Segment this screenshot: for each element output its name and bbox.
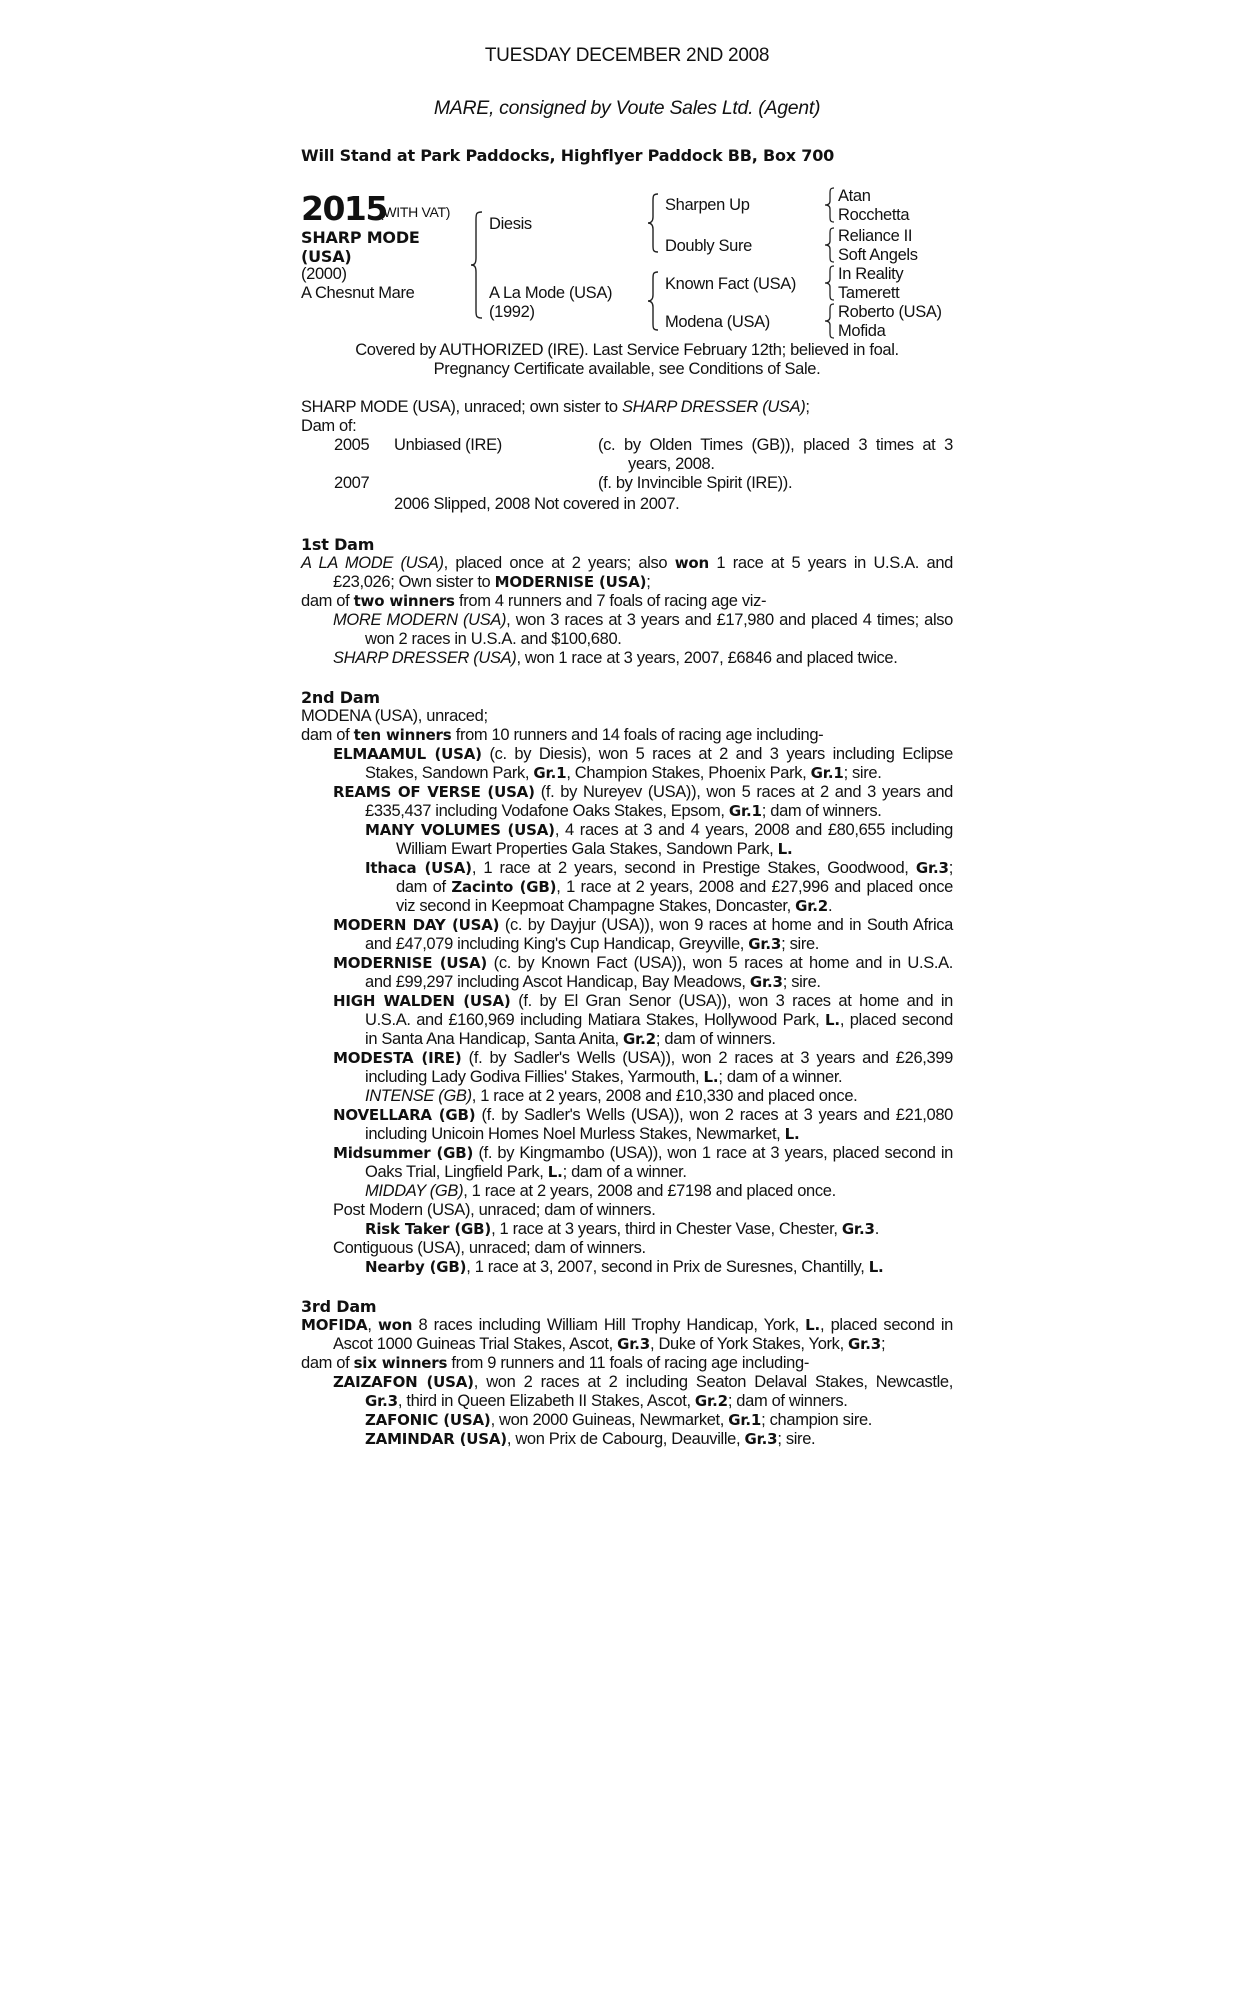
third-dam-line: Gr.3, third in Queen Elizabeth II Stakes, Ascot, Gr.2; dam of winners. — [365, 1392, 848, 1410]
second-dam-line: MANY VOLUMES (USA), 4 races at 3 and 4 years, 2008 and £80,655 including — [365, 821, 953, 839]
second-dam-line: NOVELLARA (GB) (f. by Sadler's Wells (USA)), won 2 races at 3 years and £21,080 — [333, 1106, 953, 1124]
pedigree-brace-3 — [646, 270, 662, 332]
second-dam-line: £335,437 including Vodafone Oaks Stakes, Epsom, Gr.1; dam of winners. — [365, 802, 882, 820]
third-dam-line: ZAMINDAR (USA), won Prix de Cabourg, Deauville, Gr.3; sire. — [365, 1430, 816, 1448]
pedigree-brace-2 — [646, 192, 662, 254]
third-dam-line: ZAFONIC (USA), won 2000 Guineas, Newmarket, Gr.1; champion sire. — [365, 1411, 873, 1429]
produce-detail: (c. by Olden Times (GB)), placed 3 times at 3 — [598, 436, 953, 454]
second-dam-line: MODESTA (IRE) (f. by Sadler's Wells (USA)), won 2 races at 3 years and £26,399 — [333, 1049, 953, 1067]
first-dam-heading: 1st Dam — [301, 535, 375, 554]
second-dam-line: MODERN DAY (USA) (c. by Dayjur (USA)), won 9 races at home and in South Africa — [333, 916, 953, 934]
second-dam-line: in Santa Ana Handicap, Santa Anita, Gr.2; dam of winners. — [365, 1030, 776, 1048]
second-dam-line: MODENA (USA), unraced; — [301, 707, 488, 725]
produce-year: 2007 — [334, 474, 370, 492]
pedigree-sire: Diesis — [489, 215, 532, 233]
second-dam-line: MODERNISE (USA) (c. by Known Fact (USA)), won 5 races at home and in U.S.A. — [333, 954, 954, 972]
second-dam-line: Midsummer (GB) (f. by Kingmambo (USA)), won 1 race at 3 years, placed second in — [333, 1144, 953, 1162]
horse-country: (USA) — [301, 247, 352, 266]
pedigree-g6: Tamerett — [838, 284, 900, 302]
produce-detail: (f. by Invincible Spirit (IRE)). — [598, 474, 793, 492]
second-dam-line: dam of ten winners from 10 runners and 14 foals of racing age including- — [301, 726, 824, 744]
third-dam-line: ZAIZAFON (USA), won 2 races at 2 including Seaton Delaval Stakes, Newcastle, — [333, 1373, 953, 1391]
produce-name: Unbiased (IRE) — [394, 436, 502, 454]
second-dam-line: ELMAAMUL (USA) (c. by Diesis), won 5 races at 2 and 3 years including Eclipse — [333, 745, 953, 763]
produce-intro: SHARP MODE (USA), unraced; own sister to SHARP DRESSER (USA); — [301, 398, 810, 416]
third-dam-line: Ascot 1000 Guineas Trial Stakes, Ascot, Gr.3, Duke of York Stakes, York, Gr.3; — [333, 1335, 886, 1353]
second-dam-line: Post Modern (USA), unraced; dam of winners. — [333, 1201, 656, 1219]
pedigree-brace-6 — [823, 264, 837, 302]
horse-name: SHARP MODE — [301, 228, 420, 247]
second-dam-line: viz second in Keepmoat Champagne Stakes, Doncaster, Gr.2. — [396, 897, 833, 915]
second-dam-line: and £99,297 including Ascot Handicap, Bay Meadows, Gr.3; sire. — [365, 973, 821, 991]
dam-of-label: Dam of: — [301, 417, 357, 435]
third-dam-line: MOFIDA, won 8 races including William Hill Trophy Handicap, York, L., placed second in — [301, 1316, 953, 1334]
second-dam-line: dam of Zacinto (GB), 1 race at 2 years, 2008 and £27,996 and placed once — [396, 878, 953, 896]
horse-year: (2000) — [301, 265, 347, 283]
pedigree-dam-sire: Known Fact (USA) — [665, 275, 797, 293]
pedigree-dam: A La Mode (USA) — [489, 284, 613, 302]
second-dam-line: Stakes, Sandown Park, Gr.1, Champion Stakes, Phoenix Park, Gr.1; sire. — [365, 764, 882, 782]
pedigree-brace-5 — [823, 226, 837, 264]
second-dam-heading: 2nd Dam — [301, 688, 380, 707]
second-dam-line: including Lady Godiva Fillies' Stakes, Yarmouth, L.; dam of a winner. — [365, 1068, 843, 1086]
first-dam-line: £23,026; Own sister to MODERNISE (USA); — [333, 573, 651, 591]
second-dam-line: INTENSE (GB), 1 race at 2 years, 2008 and £10,330 and placed once. — [365, 1087, 858, 1105]
second-dam-line: including Unicoin Homes Noel Murless Stakes, Newmarket, L. — [365, 1125, 800, 1143]
pedigree-g2: Rocchetta — [838, 206, 910, 224]
second-dam-line: U.S.A. and £160,969 including Matiara Stakes, Hollywood Park, L., placed second — [365, 1011, 953, 1029]
second-dam-line: Ithaca (USA), 1 race at 2 years, second in Prestige Stakes, Goodwood, Gr.3; — [365, 859, 953, 877]
second-dam-line: Contiguous (USA), unraced; dam of winners. — [333, 1239, 646, 1257]
produce-year: 2005 — [334, 436, 370, 454]
pedigree-dam-dam: Modena (USA) — [665, 313, 770, 331]
produce-detail-cont: years, 2008. — [628, 455, 715, 473]
horse-description: A Chesnut Mare — [301, 284, 415, 302]
pedigree-brace-4 — [823, 186, 837, 224]
second-dam-line: William Ewart Properties Gala Stakes, Sandown Park, L. — [396, 840, 793, 858]
second-dam-line: Nearby (GB), 1 race at 3, 2007, second in Prix de Suresnes, Chantilly, L. — [365, 1258, 884, 1276]
second-dam-line: Oaks Trial, Lingfield Park, L.; dam of a winner. — [365, 1163, 687, 1181]
first-dam-line: SHARP DRESSER (USA), won 1 race at 3 years, 2007, £6846 and placed twice. — [333, 649, 898, 667]
pedigree-g5: In Reality — [838, 265, 904, 283]
vat-note: (WITH VAT) — [379, 204, 451, 220]
lot-number: 2015 — [301, 189, 387, 228]
produce-note: 2006 Slipped, 2008 Not covered in 2007. — [394, 495, 680, 513]
pedigree-g3: Reliance II — [838, 227, 913, 245]
pedigree-g4: Soft Angels — [838, 246, 918, 264]
pedigree-brace-7 — [823, 302, 837, 340]
second-dam-line: Risk Taker (GB), 1 race at 3 years, third in Chester Vase, Chester, Gr.3. — [365, 1220, 879, 1238]
second-dam-line: MIDDAY (GB), 1 race at 2 years, 2008 and £7198 and placed once. — [365, 1182, 836, 1200]
pedigree-g8: Mofida — [838, 322, 886, 340]
first-dam-line: A LA MODE (USA), placed once at 2 years; also won 1 race at 5 years in U.S.A. and — [301, 554, 953, 572]
second-dam-line: and £47,079 including King's Cup Handicap, Greyville, Gr.3; sire. — [365, 935, 820, 953]
first-dam-line: won 2 races in U.S.A. and $100,680. — [365, 630, 622, 648]
third-dam-heading: 3rd Dam — [301, 1297, 377, 1316]
pregnancy-note: Pregnancy Certificate available, see Conditions of Sale. — [433, 360, 821, 378]
pedigree-sire-sire: Sharpen Up — [665, 196, 750, 214]
pedigree-g1: Atan — [838, 187, 871, 205]
sale-date: TUESDAY DECEMBER 2ND 2008 — [484, 45, 770, 66]
consignment-line: MARE, consigned by Voute Sales Ltd. (Agent) — [433, 97, 821, 119]
second-dam-line: HIGH WALDEN (USA) (f. by El Gran Senor (USA)), won 3 races at home and in — [333, 992, 953, 1010]
first-dam-line: dam of two winners from 4 runners and 7 foals of racing age viz- — [301, 592, 767, 610]
third-dam-line: dam of six winners from 9 runners and 11 foals of racing age including- — [301, 1354, 809, 1372]
second-dam-line: REAMS OF VERSE (USA) (f. by Nureyev (USA)), won 5 races at 2 and 3 years and — [333, 783, 953, 801]
pedigree-g7: Roberto (USA) — [838, 303, 942, 321]
covered-note: Covered by AUTHORIZED (IRE). Last Service February 12th; believed in foal. — [355, 341, 899, 359]
stand-location: Will Stand at Park Paddocks, Highflyer Paddock BB, Box 700 — [301, 146, 835, 165]
pedigree-dam-year: (1992) — [489, 303, 535, 321]
pedigree-sire-dam: Doubly Sure — [665, 237, 752, 255]
first-dam-line: MORE MODERN (USA), won 3 races at 3 years and £17,980 and placed 4 times; also — [333, 611, 954, 629]
